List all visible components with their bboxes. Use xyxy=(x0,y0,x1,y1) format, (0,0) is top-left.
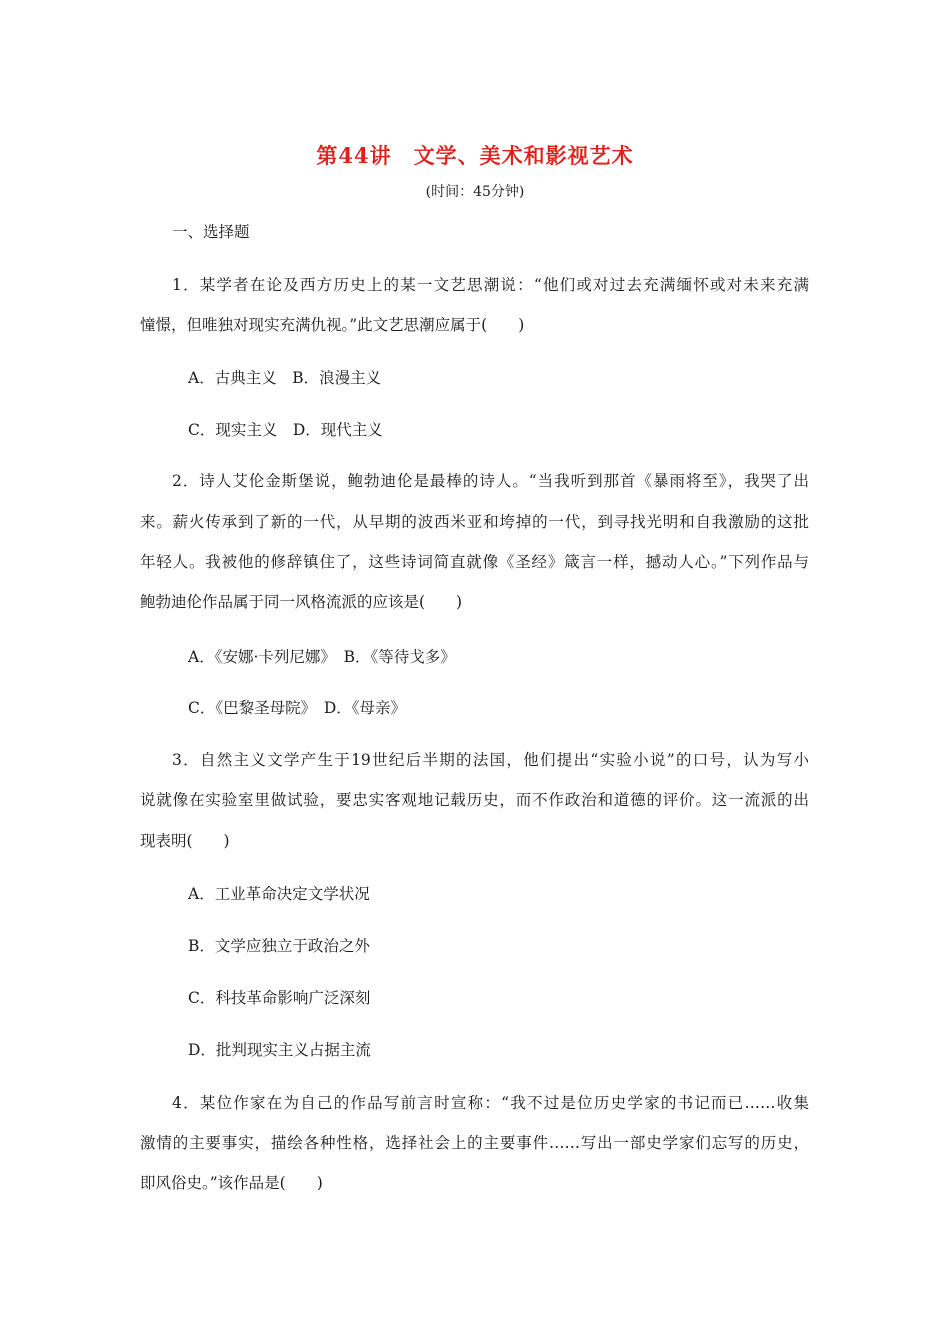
question-2-options-ab: A．《安娜·卡列尼娜》 B．《等待戈多》 xyxy=(188,648,456,666)
page-title: 第44讲 文学、美术和影视艺术 xyxy=(316,143,634,168)
question-4-line-1: 4．某位作家在为自己的作品写前言时宣称：“我不过是位历史学家的书记而已……收集 xyxy=(172,1094,809,1112)
question-2-line-3: 年轻人。我被他的修辞镇住了，这些诗词简直就像《圣经》箴言一样，撼动人心。”下列作品与 xyxy=(140,553,809,571)
question-3-option-b: B．文学应独立于政治之外 xyxy=(188,937,370,955)
question-1-line-2: 憧憬，但唯独对现实充满仇视。”此文艺思潮应属于( ) xyxy=(140,316,525,334)
question-1-options-cd: C．现实主义 D．现代主义 xyxy=(188,421,383,439)
question-3-option-c: C．科技革命影响广泛深刻 xyxy=(188,989,371,1007)
question-4-line-3: 即风俗史。”该作品是( ) xyxy=(140,1174,323,1192)
time-limit: (时间：45分钟) xyxy=(425,184,525,200)
question-3-line-1: 3．自然主义文学产生于19世纪后半期的法国，他们提出“实验小说”的口号，认为写小 xyxy=(172,751,809,769)
question-2-options-cd: C．《巴黎圣母院》 D．《母亲》 xyxy=(188,699,407,717)
question-3-line-2: 说就像在实验室里做试验，要忠实客观地记载历史，而不作政治和道德的评价。这一流派的出 xyxy=(140,791,809,809)
question-3-option-a: A．工业革命决定文学状况 xyxy=(188,885,370,903)
question-3-line-3: 现表明( ) xyxy=(140,832,230,850)
question-1-options-ab: A．古典主义 B．浪漫主义 xyxy=(188,369,382,387)
question-4-line-2: 激情的主要事实，描绘各种性格，选择社会上的主要事件……写出一部史学家们忘写的历史， xyxy=(140,1134,809,1152)
question-1-line-1: 1．某学者在论及西方历史上的某一文艺思潮说：“他们或对过去充满缅怀或对未来充满 xyxy=(172,276,809,294)
question-2-line-1: 2．诗人艾伦金斯堡说，鲍勃迪伦是最棒的诗人。“当我听到那首《暴雨将至》，我哭了出 xyxy=(172,472,809,490)
section-heading: 一、选择题 xyxy=(172,223,250,241)
question-2-line-4: 鲍勃迪伦作品属于同一风格流派的应该是( ) xyxy=(140,593,463,611)
question-2-line-2: 来。薪火传承到了新的一代，从早期的波西米亚和垮掉的一代，到寻找光明和自我激励的这批 xyxy=(140,513,809,531)
question-3-option-d: D．批判现实主义占据主流 xyxy=(188,1041,371,1059)
